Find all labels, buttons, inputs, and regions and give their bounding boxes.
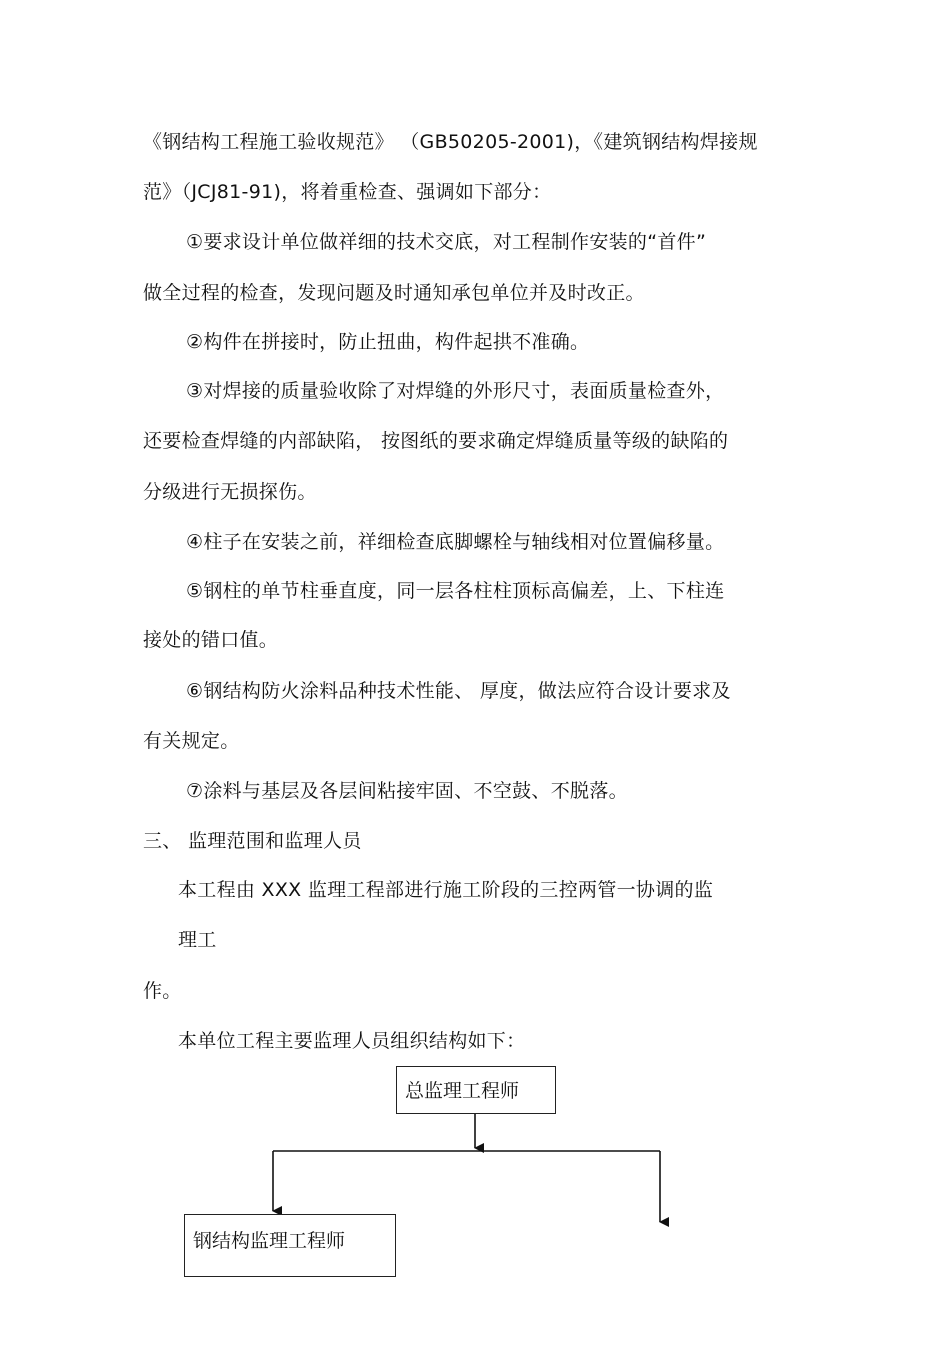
- org-box-steel-engineer-label: 钢结构监理工程师: [193, 1230, 346, 1252]
- text-line-7: 还要检查焊缝的内部缺陷， 按图纸的要求确定焊缝质量等级的缺陷的: [143, 430, 729, 452]
- text-line-16: 本工程由 XXX 监理工程部进行施工阶段的三控两管一协调的监: [178, 879, 714, 901]
- text-line-5: ②构件在拼接时，防止扭曲，构件起拱不准确。: [186, 331, 590, 353]
- text-line-11: 接处的错口值。: [143, 629, 279, 651]
- text-line-13: 有关规定。: [143, 730, 240, 752]
- text-line-19: 本单位工程主要监理人员组织结构如下：: [178, 1030, 526, 1052]
- text-line-14: ⑦涂料与基层及各层间粘接牢固、不空鼓、不脱落。: [186, 780, 628, 802]
- section-heading: 三、 监理范围和监理人员: [143, 830, 362, 852]
- text-line-12: ⑥钢结构防火涂料品种技术性能、 厚度，做法应符合设计要求及: [186, 680, 731, 702]
- org-box-chief-engineer-label: 总监理工程师: [405, 1080, 520, 1102]
- org-box-steel-engineer: [184, 1214, 396, 1277]
- text-line-10: ⑤钢柱的单节柱垂直度，同一层各柱柱顶标高偏差，上、下柱连: [186, 580, 725, 602]
- text-line-8: 分级进行无损探伤。: [143, 481, 317, 503]
- text-line-6: ③对焊接的质量验收除了对焊缝的外形尺寸，表面质量检查外，: [186, 380, 725, 402]
- text-line-9: ④柱子在安装之前，祥细检查底脚螺栓与轴线相对位置偏移量。: [186, 531, 725, 553]
- text-line-18: 作。: [143, 980, 182, 1002]
- text-line-2: 范》（JCJ81-91)，将着重检查、强调如下部分：: [143, 181, 552, 203]
- text-line-3: ①要求设计单位做祥细的技术交底，对工程制作安装的“首件”: [186, 231, 707, 253]
- text-line-17: 理工: [178, 929, 217, 951]
- text-line-4: 做全过程的检查，发现问题及时通知承包单位并及时改正。: [143, 282, 645, 304]
- text-line-1: 《钢结构工程施工验收规范》 （GB50205-2001)，《建筑钢结构焊接规: [143, 131, 758, 153]
